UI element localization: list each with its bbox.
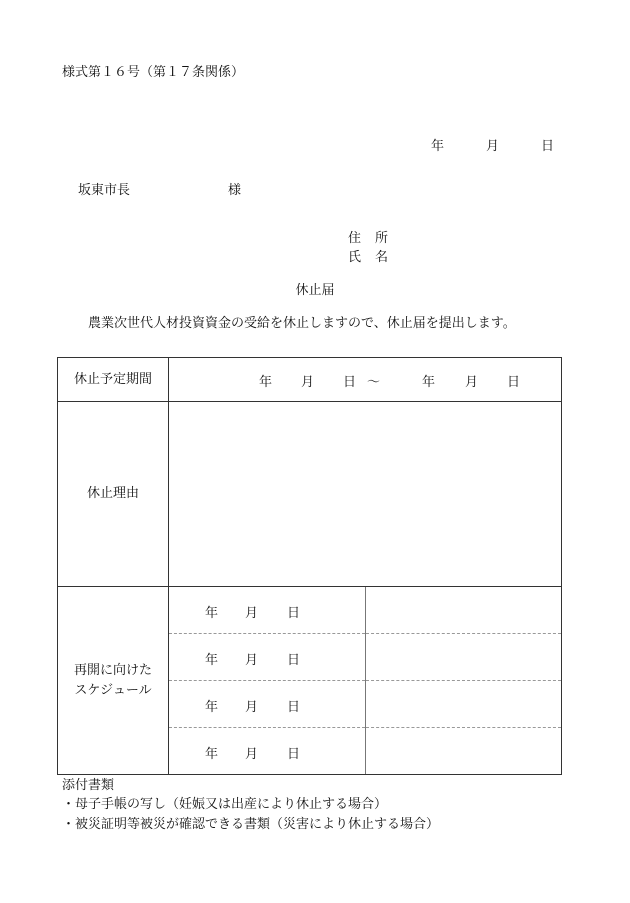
- schedule-detail-4[interactable]: [365, 728, 562, 775]
- addressee-name: 坂東市長: [78, 183, 131, 198]
- schedule-detail-3[interactable]: [365, 681, 562, 728]
- schedule-date-1[interactable]: 年 月 日: [169, 587, 366, 634]
- attachment-item: ・被災証明等被災が確認できる書類（災害により休止する場合）: [62, 817, 440, 832]
- date-day: 日: [541, 139, 555, 154]
- schedule-date-3[interactable]: 年 月 日: [169, 681, 366, 728]
- schedule-label: 再開に向けた スケジュール: [58, 587, 169, 775]
- period-label: 休止予定期間: [58, 358, 169, 402]
- attachments-title: 添付書類: [62, 778, 115, 793]
- schedule-detail-2[interactable]: [365, 634, 562, 681]
- document-title: 休止届: [295, 283, 335, 298]
- suspension-form-table: [57, 357, 562, 775]
- period-field[interactable]: 年 月 日 〜 年 月 日: [169, 358, 562, 402]
- form-number: 様式第１６号（第１７条関係）: [62, 65, 245, 80]
- schedule-date-2[interactable]: 年 月 日: [169, 634, 366, 681]
- reason-label: 休止理由: [58, 402, 169, 587]
- address-label: 住 所: [348, 231, 389, 246]
- statement-text: 農業次世代人材投資資金の受給を休止しますので、休止届を提出します。: [88, 316, 516, 331]
- addressee-honorific: 様: [228, 183, 242, 198]
- date-year: 年: [431, 139, 445, 154]
- schedule-date-4[interactable]: 年 月 日: [169, 728, 366, 775]
- date-month: 月: [486, 139, 500, 154]
- schedule-detail-1[interactable]: [365, 587, 562, 634]
- reason-field[interactable]: [169, 402, 562, 587]
- name-label: 氏 名: [348, 250, 389, 265]
- attachment-item: ・母子手帳の写し（妊娠又は出産により休止する場合）: [62, 797, 388, 812]
